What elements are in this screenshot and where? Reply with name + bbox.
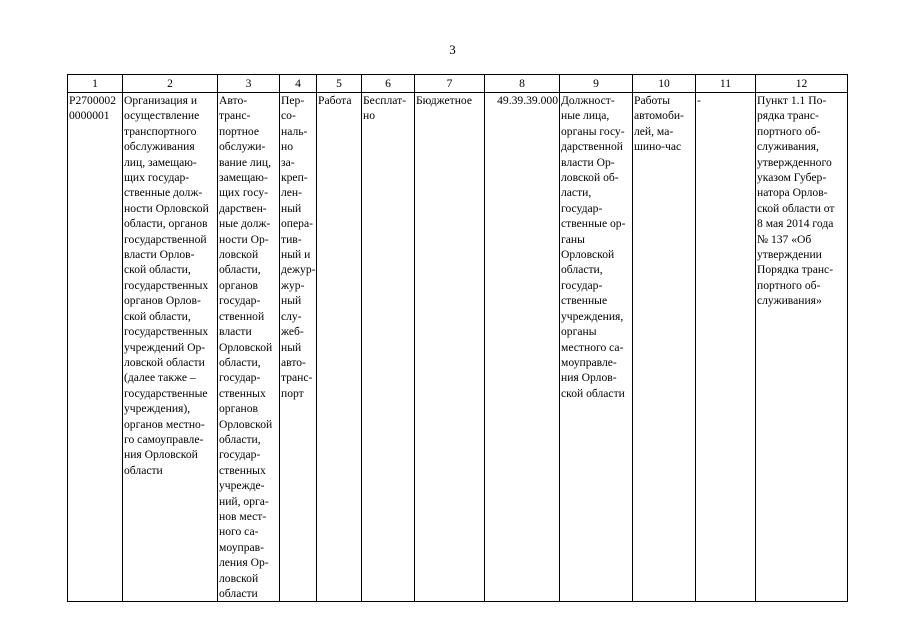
- cell-volume-indicator: Работы автомоби- лей, ма- шино-час: [633, 93, 696, 602]
- cell-legal-basis: Пункт 1.1 По- рядка транс- портного об- служивания, утвержденного указом Губер- натора Орлов- ской области от 8 мая 2014 года № 137 «Об утверждении Порядка транс- портного об- служивания»: [756, 93, 848, 602]
- col-header-3: 3: [218, 75, 280, 93]
- col-header-5: 5: [317, 75, 362, 93]
- col-header-7: 7: [415, 75, 485, 93]
- cell-conditions: Пер- со- наль- но за- креп- лен- ный опера- тив- ный и дежур- жур- ный слу- жеб- ный авто- транс- порт: [280, 93, 317, 602]
- col-header-2: 2: [123, 75, 218, 93]
- cell-registry-number: Р2700002 0000001: [68, 93, 123, 602]
- cell-service-name: Организация и осуществление транспортного обслуживания лиц, замещаю- щих государ- ственные долж- ности Орловской области, органов государственной власти Орлов- ской области, государственных органов Орлов- ской области, государственных учреждений Ор- ловской области (далее также – государственные учреждения), органов местно- го самоуправле- ния Орловской области: [123, 93, 218, 602]
- col-header-11: 11: [696, 75, 756, 93]
- cell-okved-code: 49.39.39.000: [485, 93, 560, 602]
- col-header-10: 10: [633, 75, 696, 93]
- page-number: 3: [449, 42, 456, 57]
- table-row: [68, 93, 848, 602]
- cell-consumers: Должност- ные лица, органы госу- дарственной власти Ор- ловской об- ласти, государ- ственные ор- ганы Орловской области, государ- ственные учреждения, органы местного са- моуправле- ния Орлов- ской области: [560, 93, 633, 602]
- cell-type: Работа: [317, 93, 362, 602]
- cell-funding: Бюджетное: [415, 93, 485, 602]
- col-header-4: 4: [280, 75, 317, 93]
- col-header-9: 9: [560, 75, 633, 93]
- registry-table: [67, 74, 848, 602]
- col-header-6: 6: [362, 75, 415, 93]
- cell-payment: Бесплат- но: [362, 93, 415, 602]
- cell-quality-indicator: -: [696, 93, 756, 602]
- header-row: [68, 75, 848, 93]
- cell-service-content: Авто- транс- портное обслужи- вание лиц, замещаю- щих госу- дарствен- ные долж- ности Ор- ловской области, органов государ- ственной власти Орловской области, государ- ственных органов Орловской области, государ- ственных учрежде- ний, орга- нов мест- ного са- моуправ- ления Ор- ловской области: [218, 93, 280, 602]
- col-header-12: 12: [756, 75, 848, 93]
- col-header-8: 8: [485, 75, 560, 93]
- col-header-1: 1: [68, 75, 123, 93]
